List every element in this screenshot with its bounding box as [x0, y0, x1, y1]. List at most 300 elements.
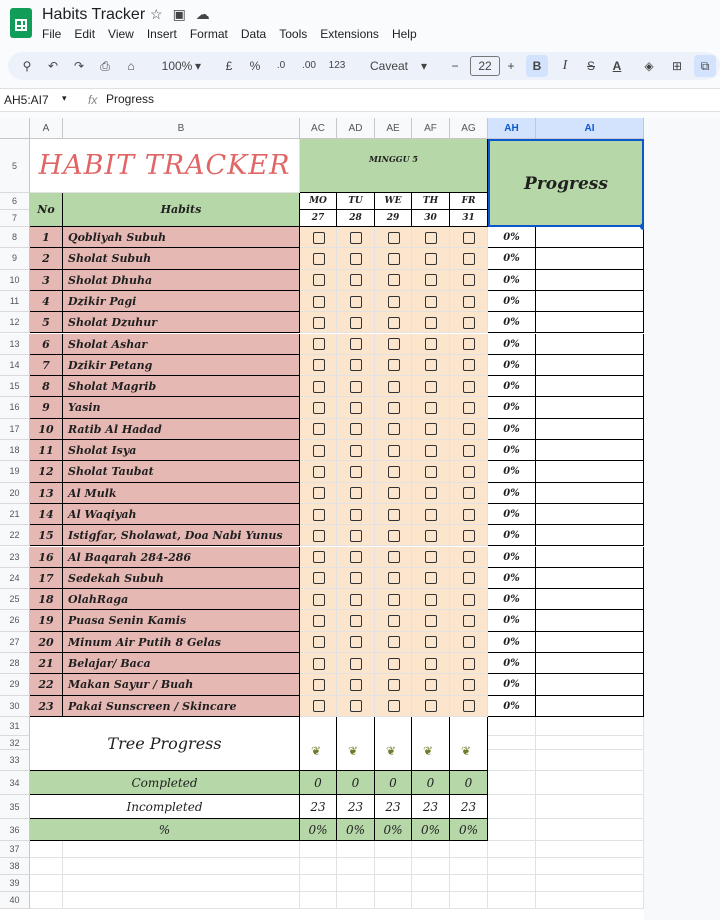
habit-checkbox[interactable] [463, 338, 475, 350]
habit-checkbox[interactable] [425, 594, 437, 606]
grid-cell[interactable] [450, 858, 488, 875]
habit-checkbox[interactable] [350, 274, 362, 286]
habit-checkbox[interactable] [463, 232, 475, 244]
habit-checkbox[interactable] [425, 530, 437, 542]
habit-checkbox[interactable] [463, 509, 475, 521]
column-header-ag[interactable]: AG [450, 118, 488, 139]
habit-checkbox[interactable] [463, 445, 475, 457]
habit-checkbox[interactable] [350, 509, 362, 521]
habit-checkbox[interactable] [463, 594, 475, 606]
zoom-chevron-down-icon[interactable]: ▾ [194, 59, 202, 73]
day-cell [450, 334, 488, 355]
percent-button[interactable]: % [249, 59, 261, 73]
day-cell [450, 674, 488, 695]
day-cell [337, 270, 375, 291]
row-header-30[interactable]: 30 [0, 696, 30, 717]
habit-checkbox[interactable] [463, 317, 475, 329]
row-header-22[interactable]: 22 [0, 525, 30, 546]
currency-button[interactable]: £ [225, 59, 233, 73]
habit-checkbox[interactable] [313, 232, 325, 244]
habit-checkbox[interactable] [425, 700, 437, 712]
formula-input[interactable]: Progress [106, 92, 155, 106]
habit-checkbox[interactable] [425, 338, 437, 350]
habit-progress-bar [536, 568, 644, 589]
day-cell [300, 376, 337, 397]
habit-checkbox[interactable] [425, 274, 437, 286]
row-header-17[interactable]: 17 [0, 419, 30, 440]
grid-cell[interactable] [488, 795, 536, 819]
completed-value: 0 [450, 771, 488, 795]
habit-name: Al Baqarah 284-286 [63, 547, 300, 568]
grid-cell[interactable] [488, 841, 536, 858]
day-cell [450, 291, 488, 312]
grid-cell[interactable] [63, 892, 300, 909]
habit-checkbox[interactable] [350, 530, 362, 542]
seedling-icon: ❦ [386, 743, 397, 758]
grid-cell[interactable] [412, 841, 450, 858]
increase-font-icon[interactable]: + [507, 59, 515, 73]
row-header-7[interactable]: 7 [0, 210, 30, 227]
day-cell [300, 248, 337, 269]
habit-checkbox[interactable] [425, 296, 437, 308]
menu-item-data[interactable]: Data [240, 27, 267, 41]
habit-checkbox[interactable] [350, 296, 362, 308]
grid-cell[interactable] [536, 841, 644, 858]
italic-button[interactable]: I [562, 58, 568, 73]
grid-cell[interactable] [337, 858, 375, 875]
row-header-5[interactable]: 5 [0, 139, 30, 193]
column-header-b[interactable]: B [63, 118, 300, 139]
habit-checkbox[interactable] [313, 359, 325, 371]
habit-checkbox[interactable] [313, 636, 325, 648]
day-cell [450, 632, 488, 653]
habit-checkbox[interactable] [463, 274, 475, 286]
select-all-corner[interactable] [0, 118, 30, 139]
day-cell [412, 610, 450, 631]
day-cell [375, 376, 412, 397]
habit-checkbox[interactable] [350, 253, 362, 265]
habit-checkbox[interactable] [388, 572, 400, 584]
row-header-25[interactable]: 25 [0, 589, 30, 610]
habit-checkbox[interactable] [425, 253, 437, 265]
habit-checkbox[interactable] [463, 359, 475, 371]
habit-checkbox[interactable] [388, 253, 400, 265]
menu-item-file[interactable]: File [42, 27, 62, 41]
row-header-6[interactable]: 6 [0, 193, 30, 210]
zoom-select[interactable]: 100% [161, 59, 193, 73]
habit-checkbox[interactable] [388, 274, 400, 286]
habit-progress-percent: 0% [488, 632, 536, 653]
habit-checkbox[interactable] [350, 572, 362, 584]
habit-checkbox[interactable] [388, 381, 400, 393]
habit-checkbox[interactable] [350, 551, 362, 563]
habit-checkbox[interactable] [350, 594, 362, 606]
row-header-38[interactable]: 38 [0, 858, 30, 875]
row-header-21[interactable]: 21 [0, 504, 30, 525]
habit-checkbox[interactable] [463, 636, 475, 648]
row-header-31[interactable]: 31 [0, 717, 30, 736]
row-header-24[interactable]: 24 [0, 568, 30, 589]
decrease-font-icon[interactable]: − [451, 59, 459, 73]
day-cell [375, 504, 412, 525]
row-header-8[interactable]: 8 [0, 227, 30, 248]
seedling-icon: ❦ [348, 743, 359, 758]
day-cell [375, 653, 412, 674]
habit-checkbox[interactable] [350, 679, 362, 691]
column-header-a[interactable]: A [30, 118, 63, 139]
menu-item-extensions[interactable]: Extensions [320, 27, 379, 41]
habit-checkbox[interactable] [425, 487, 437, 499]
habit-checkbox[interactable] [388, 658, 400, 670]
habit-checkbox[interactable] [463, 658, 475, 670]
habit-checkbox[interactable] [425, 423, 437, 435]
row-header-34[interactable]: 34 [0, 771, 30, 795]
habit-checkbox[interactable] [313, 445, 325, 457]
row-header-15[interactable]: 15 [0, 376, 30, 397]
search-icon[interactable]: ⚲ [22, 59, 32, 73]
habit-checkbox[interactable] [313, 296, 325, 308]
redo-icon[interactable]: ↷ [73, 59, 85, 73]
grid-cell[interactable] [30, 875, 63, 892]
grid-cell[interactable] [337, 841, 375, 858]
grid-cell[interactable] [450, 875, 488, 892]
grid-cell[interactable] [337, 875, 375, 892]
grid-cell[interactable] [488, 750, 536, 771]
grid-cell[interactable] [30, 892, 63, 909]
habit-checkbox[interactable] [350, 466, 362, 478]
habit-checkbox[interactable] [388, 423, 400, 435]
habit-checkbox[interactable] [463, 466, 475, 478]
row-header-36[interactable]: 36 [0, 819, 30, 841]
habit-checkbox[interactable] [388, 296, 400, 308]
habit-checkbox[interactable] [463, 530, 475, 542]
habit-checkbox[interactable] [388, 487, 400, 499]
day-cell [300, 525, 337, 546]
grid-cell[interactable] [488, 771, 536, 795]
habit-checkbox[interactable] [425, 509, 437, 521]
row-header-35[interactable]: 35 [0, 795, 30, 819]
day-cell [412, 547, 450, 568]
habit-checkbox[interactable] [313, 317, 325, 329]
habit-checkbox[interactable] [313, 679, 325, 691]
row-header-23[interactable]: 23 [0, 547, 30, 568]
grid-cell[interactable] [337, 892, 375, 909]
spreadsheet-grid[interactable] [0, 118, 720, 920]
day-cell [337, 248, 375, 269]
habit-checkbox[interactable] [425, 636, 437, 648]
habit-checkbox[interactable] [388, 445, 400, 457]
document-title[interactable]: Habits Tracker [42, 6, 146, 23]
habit-checkbox[interactable] [388, 700, 400, 712]
habit-name: Minum Air Putih 8 Gelas [63, 632, 300, 653]
grid-cell[interactable] [536, 819, 644, 841]
text-color-button[interactable]: A [612, 59, 622, 73]
grid-cell[interactable] [30, 858, 63, 875]
menu-item-help[interactable]: Help [391, 27, 417, 41]
column-header-ac[interactable]: AC [300, 118, 337, 139]
strikethrough-button[interactable]: S [586, 59, 595, 73]
grid-cell[interactable] [375, 841, 412, 858]
day-cell [412, 312, 450, 333]
number-format-button[interactable]: 123 [328, 60, 346, 71]
grid-cell[interactable] [412, 858, 450, 875]
row-header-16[interactable]: 16 [0, 397, 30, 418]
grid-cell[interactable] [300, 892, 337, 909]
row-header-40[interactable]: 40 [0, 892, 30, 909]
grid-cell[interactable] [300, 875, 337, 892]
habit-checkbox[interactable] [313, 253, 325, 265]
habit-checkbox[interactable] [313, 658, 325, 670]
row-header-10[interactable]: 10 [0, 270, 30, 291]
habit-checkbox[interactable] [388, 594, 400, 606]
grid-cell[interactable] [488, 858, 536, 875]
row-header-28[interactable]: 28 [0, 653, 30, 674]
row-header-14[interactable]: 14 [0, 355, 30, 376]
day-cell [300, 653, 337, 674]
habit-checkbox[interactable] [350, 487, 362, 499]
day-cell [450, 504, 488, 525]
habit-checkbox[interactable] [463, 572, 475, 584]
grid-cell[interactable] [536, 736, 644, 750]
row-header-13[interactable]: 13 [0, 334, 30, 355]
grid-cell[interactable] [30, 841, 63, 858]
habit-progress-bar [536, 653, 644, 674]
row-header-11[interactable]: 11 [0, 291, 30, 312]
habit-checkbox[interactable] [425, 572, 437, 584]
grid-cell[interactable] [536, 750, 644, 771]
grid-cell[interactable] [300, 841, 337, 858]
habit-checkbox[interactable] [350, 338, 362, 350]
habit-checkbox[interactable] [388, 232, 400, 244]
habit-checkbox[interactable] [350, 381, 362, 393]
habit-name: Ratib Al Hadad [63, 419, 300, 440]
column-header-af[interactable]: AF [412, 118, 450, 139]
day-cell [450, 547, 488, 568]
day-cell [337, 568, 375, 589]
day-cell [375, 291, 412, 312]
day-cell [450, 270, 488, 291]
star-icon[interactable]: ☆ [150, 6, 173, 22]
grid-cell[interactable] [63, 875, 300, 892]
habit-checkbox[interactable] [463, 615, 475, 627]
row-header-37[interactable]: 37 [0, 841, 30, 858]
habit-checkbox[interactable] [388, 338, 400, 350]
habit-checkbox[interactable] [313, 402, 325, 414]
habit-name: Makan Sayur / Buah [63, 674, 300, 695]
grid-cell[interactable] [375, 858, 412, 875]
habit-number: 15 [30, 525, 63, 546]
day-cell [375, 589, 412, 610]
habit-checkbox[interactable] [425, 402, 437, 414]
habit-checkbox[interactable] [388, 359, 400, 371]
sheets-logo-icon[interactable] [10, 8, 32, 38]
bold-button[interactable]: B [526, 55, 548, 77]
grid-cell[interactable] [63, 841, 300, 858]
habit-checkbox[interactable] [463, 402, 475, 414]
habit-checkbox[interactable] [425, 381, 437, 393]
grid-cell[interactable] [412, 875, 450, 892]
menu-item-format[interactable]: Format [189, 27, 228, 41]
habit-progress-bar [536, 227, 644, 248]
habit-checkbox[interactable] [313, 551, 325, 563]
merge-cells-icon[interactable]: ⧉ [694, 55, 716, 77]
menu-item-tools[interactable]: Tools [279, 27, 308, 41]
habit-checkbox[interactable] [463, 700, 475, 712]
grid-cell[interactable] [375, 875, 412, 892]
habit-checkbox[interactable] [463, 423, 475, 435]
habit-checkbox[interactable] [313, 338, 325, 350]
habit-checkbox[interactable] [388, 317, 400, 329]
habit-checkbox[interactable] [388, 530, 400, 542]
decrease-decimal-button[interactable]: .0 [276, 60, 286, 71]
habit-checkbox[interactable] [313, 594, 325, 606]
habit-checkbox[interactable] [313, 466, 325, 478]
row-header-33[interactable]: 33 [0, 750, 30, 771]
column-header-ah[interactable]: AH [488, 118, 536, 139]
row-header-32[interactable]: 32 [0, 736, 30, 750]
row-header-12[interactable]: 12 [0, 312, 30, 333]
habit-checkbox[interactable] [350, 423, 362, 435]
column-header-ad[interactable]: AD [337, 118, 375, 139]
name-box[interactable]: AH5:AI7 [4, 93, 49, 107]
grid-cell[interactable] [488, 892, 536, 909]
progress-header: Progress [488, 139, 644, 227]
habit-checkbox[interactable] [425, 615, 437, 627]
grid-cell[interactable] [536, 717, 644, 736]
habit-checkbox[interactable] [313, 572, 325, 584]
grid-cell[interactable] [536, 858, 644, 875]
habit-progress-percent: 0% [488, 696, 536, 717]
habit-checkbox[interactable] [425, 232, 437, 244]
habit-checkbox[interactable] [425, 317, 437, 329]
menu-item-edit[interactable]: Edit [74, 27, 96, 41]
habit-checkbox[interactable] [388, 551, 400, 563]
habit-checkbox[interactable] [425, 551, 437, 563]
grid-cell[interactable] [412, 892, 450, 909]
grid-cell[interactable] [488, 717, 536, 736]
date-header: 30 [412, 210, 450, 227]
habit-checkbox[interactable] [425, 359, 437, 371]
week-label: MINGGU 5 [300, 139, 488, 193]
increase-decimal-button[interactable]: .00 [302, 60, 316, 71]
day-cell [450, 483, 488, 504]
print-icon[interactable]: ⎙ [100, 59, 110, 73]
day-cell [300, 589, 337, 610]
borders-icon[interactable]: ⊞ [671, 59, 683, 73]
habit-checkbox[interactable] [350, 359, 362, 371]
habit-checkbox[interactable] [425, 445, 437, 457]
habit-checkbox[interactable] [388, 466, 400, 478]
habit-checkbox[interactable] [463, 253, 475, 265]
menu-item-insert[interactable]: Insert [146, 27, 177, 41]
move-folder-icon[interactable]: ▣ [172, 6, 196, 22]
habit-checkbox[interactable] [313, 530, 325, 542]
habit-progress-bar [536, 696, 644, 717]
font-size-input[interactable]: 22 [470, 56, 500, 76]
habit-checkbox[interactable] [350, 402, 362, 414]
day-cell [300, 674, 337, 695]
habit-checkbox[interactable] [313, 487, 325, 499]
column-header-ai[interactable]: AI [536, 118, 644, 139]
habit-checkbox[interactable] [463, 296, 475, 308]
habit-checkbox[interactable] [425, 466, 437, 478]
grid-cell[interactable] [488, 736, 536, 750]
grid-cell[interactable] [488, 819, 536, 841]
habit-checkbox[interactable] [313, 615, 325, 627]
habit-checkbox[interactable] [313, 509, 325, 521]
row-header-27[interactable]: 27 [0, 632, 30, 653]
row-header-9[interactable]: 9 [0, 248, 30, 269]
fill-color-icon[interactable]: ◈ [644, 59, 654, 73]
habit-checkbox[interactable] [463, 551, 475, 563]
habit-checkbox[interactable] [350, 615, 362, 627]
row-header-18[interactable]: 18 [0, 440, 30, 461]
habit-progress-percent: 0% [488, 547, 536, 568]
row-header-29[interactable]: 29 [0, 674, 30, 695]
row-header-26[interactable]: 26 [0, 610, 30, 631]
habit-checkbox[interactable] [388, 509, 400, 521]
grid-cell[interactable] [488, 875, 536, 892]
habit-progress-bar [536, 632, 644, 653]
grid-cell[interactable] [536, 771, 644, 795]
grid-cell[interactable] [300, 858, 337, 875]
grid-cell[interactable] [63, 858, 300, 875]
habit-checkbox[interactable] [425, 658, 437, 670]
grid-cell[interactable] [536, 875, 644, 892]
grid-cell[interactable] [536, 892, 644, 909]
habit-checkbox[interactable] [313, 700, 325, 712]
habit-checkbox[interactable] [350, 317, 362, 329]
habit-checkbox[interactable] [463, 487, 475, 499]
font-select[interactable]: Caveat [369, 59, 409, 73]
habit-checkbox[interactable] [388, 679, 400, 691]
grid-cell[interactable] [450, 841, 488, 858]
cloud-status-icon[interactable]: ☁ [195, 6, 220, 22]
habit-checkbox[interactable] [463, 381, 475, 393]
habit-progress-percent: 0% [488, 610, 536, 631]
paint-format-icon[interactable]: ⌂ [127, 59, 135, 73]
habit-number: 10 [30, 419, 63, 440]
font-chevron-down-icon[interactable]: ▾ [420, 59, 428, 73]
habit-checkbox[interactable] [388, 636, 400, 648]
percent-value: 0% [375, 819, 412, 841]
grid-cell[interactable] [450, 892, 488, 909]
habit-checkbox[interactable] [350, 636, 362, 648]
row-header-19[interactable]: 19 [0, 461, 30, 482]
habit-checkbox[interactable] [313, 274, 325, 286]
habit-name: Istigfar, Sholawat, Doa Nabi Yunus [63, 525, 300, 546]
habit-progress-percent: 0% [488, 270, 536, 291]
row-header-39[interactable]: 39 [0, 875, 30, 892]
habit-checkbox[interactable] [350, 658, 362, 670]
grid-cell[interactable] [536, 795, 644, 819]
column-header-ae[interactable]: AE [375, 118, 412, 139]
habit-checkbox[interactable] [313, 423, 325, 435]
habit-checkbox[interactable] [350, 232, 362, 244]
name-box-chevron-down-icon[interactable]: ▾ [62, 93, 67, 103]
habit-checkbox[interactable] [388, 615, 400, 627]
habit-checkbox[interactable] [425, 679, 437, 691]
habit-checkbox[interactable] [463, 679, 475, 691]
habit-checkbox[interactable] [313, 381, 325, 393]
habit-checkbox[interactable] [388, 402, 400, 414]
undo-icon[interactable]: ↶ [47, 59, 59, 73]
habit-checkbox[interactable] [350, 700, 362, 712]
row-header-20[interactable]: 20 [0, 483, 30, 504]
grid-cell[interactable] [375, 892, 412, 909]
habit-checkbox[interactable] [350, 445, 362, 457]
menu-item-view[interactable]: View [108, 27, 134, 41]
